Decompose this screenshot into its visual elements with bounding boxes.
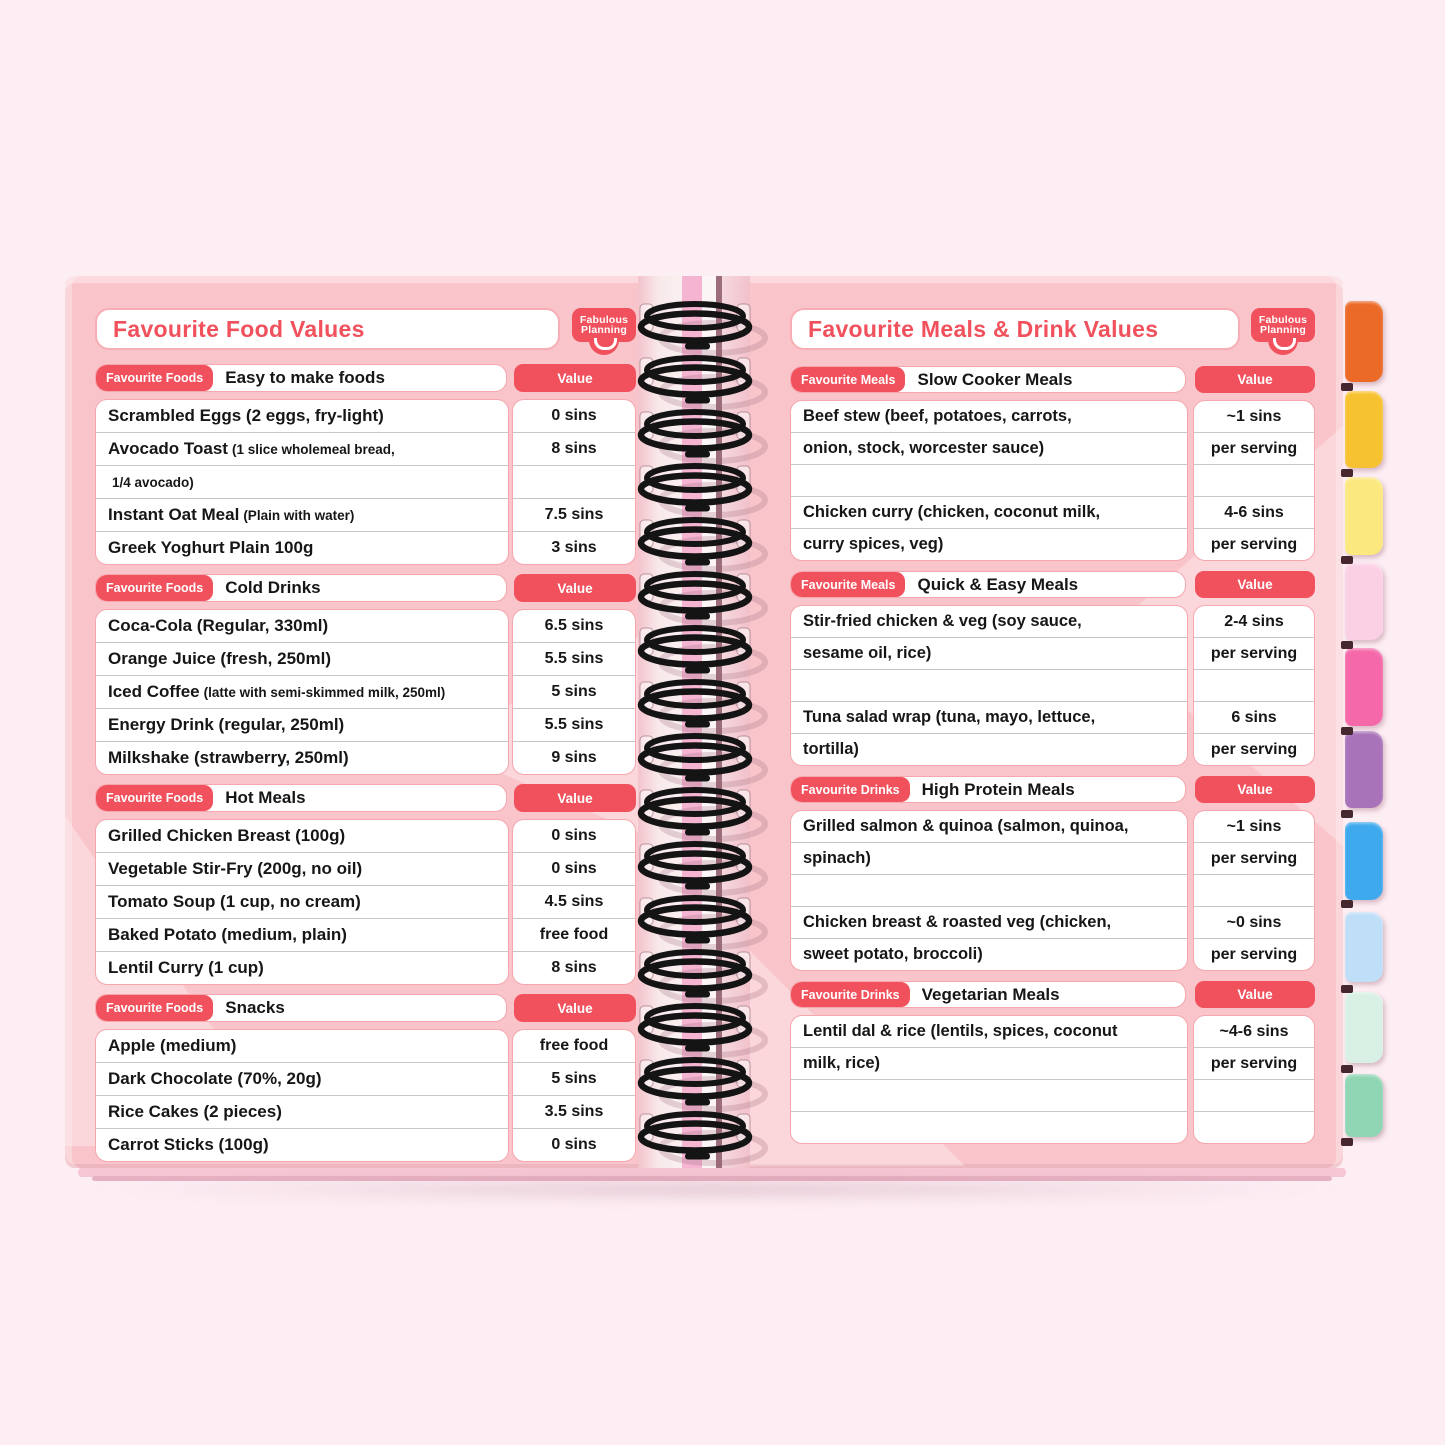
section-hot-meals <box>95 784 636 985</box>
tab-gap-mark <box>1341 727 1353 735</box>
brand-logo-line1: Fabulous <box>1258 313 1308 326</box>
section-snacks <box>95 994 636 1162</box>
favourite-drinks-badge: Favourite Drinks <box>791 982 910 1007</box>
meal-value-cell: ~4-6 sins <box>1219 1023 1289 1040</box>
food-item-row: Carrot Sticks (100g) <box>96 1128 508 1161</box>
items-table <box>95 1029 509 1162</box>
meal-value-cell: ~1 sins <box>1226 818 1282 835</box>
smile-icon <box>1268 340 1298 355</box>
meal-value-cell <box>1194 669 1314 701</box>
food-item-row: Vegetable Stir-Fry (200g, no oil) <box>96 852 508 885</box>
meal-value-cell: per serving <box>1194 842 1314 874</box>
meal-item-row: curry spices, veg) <box>791 528 1187 560</box>
section-title: Snacks <box>225 998 285 1017</box>
tab-gap-mark <box>1341 810 1353 818</box>
food-value-cell: 8 sins <box>513 432 635 465</box>
food-value-cell: 3 sins <box>513 531 635 564</box>
meal-item-row: sesame oil, rice) <box>791 637 1187 669</box>
meal-value-cell: per serving <box>1194 1047 1314 1079</box>
meal-value-cell: 6 sins <box>1194 701 1314 733</box>
meal-value-cell <box>1194 464 1314 496</box>
food-item-row: Orange Juice (fresh, 250ml) <box>96 642 508 675</box>
value-header: Value <box>514 364 636 392</box>
tab-gap-mark <box>1341 1065 1353 1073</box>
section-vegetarian-meals <box>790 981 1315 1144</box>
side-tab-8[interactable] <box>1345 912 1383 982</box>
meal-item-row <box>791 874 1187 906</box>
side-tab-10[interactable] <box>1345 1074 1383 1137</box>
tab-gap-mark <box>1341 1138 1353 1146</box>
meal-item-row: Stir-fried chicken & veg (soy sauce, <box>803 612 1082 630</box>
food-value-cell: 0 sins <box>513 1128 635 1161</box>
meal-item-row: Chicken curry (chicken, coconut milk, <box>791 496 1187 528</box>
food-value-cell: 4.5 sins <box>513 885 635 918</box>
meal-item-row <box>791 669 1187 701</box>
food-value-cell: 3.5 sins <box>513 1095 635 1128</box>
side-tab-3[interactable] <box>1345 477 1383 555</box>
brand-logo-line2: Planning <box>1260 324 1306 336</box>
food-value-cell: free food <box>513 918 635 951</box>
values-table <box>1193 810 1315 971</box>
value-header: Value <box>1195 981 1315 1008</box>
section-title: Hot Meals <box>225 788 306 807</box>
section-quick-easy-meals <box>790 571 1315 766</box>
value-header: Value <box>514 784 636 812</box>
section-title: Cold Drinks <box>225 578 321 597</box>
section-cold-drinks <box>95 574 636 775</box>
value-header: Value <box>1195 571 1315 598</box>
meal-item-row: Tuna salad wrap (tuna, mayo, lettuce, <box>791 701 1187 733</box>
favourite-drinks-badge: Favourite Drinks <box>791 777 910 802</box>
food-value-cell: 7.5 sins <box>513 498 635 531</box>
side-tab-5[interactable] <box>1345 648 1383 726</box>
food-value-cell: 6.5 sins <box>544 617 604 634</box>
section-title: Vegetarian Meals <box>921 984 1060 1004</box>
food-item-row: Instant Oat Meal (Plain with water) <box>96 498 508 531</box>
meal-item-row: tortilla) <box>791 733 1187 765</box>
section-high-protein-meals <box>790 776 1315 971</box>
section-header <box>95 574 507 602</box>
favourite-meals-badge: Favourite Meals <box>791 367 905 392</box>
meal-value-cell: 2-4 sins <box>1224 613 1284 630</box>
tab-gap-mark <box>1341 900 1353 908</box>
meal-value-cell: ~0 sins <box>1194 906 1314 938</box>
meal-value-cell <box>1194 874 1314 906</box>
side-tab-7[interactable] <box>1345 822 1383 900</box>
page-title: Favourite Food Values <box>95 308 560 350</box>
items-table <box>790 605 1188 766</box>
section-title: Quick & Easy Meals <box>917 574 1079 594</box>
section-header <box>95 994 507 1022</box>
value-header: Value <box>1195 776 1315 803</box>
meal-value-cell <box>1194 1079 1314 1111</box>
food-item-row: Milkshake (strawberry, 250ml) <box>96 741 508 774</box>
brand-logo-badge <box>1251 308 1315 342</box>
side-tab-1[interactable] <box>1345 301 1383 382</box>
meal-value-cell: per serving <box>1194 528 1314 560</box>
food-item-row: Greek Yoghurt Plain 100g <box>96 531 508 564</box>
meal-value-cell: per serving <box>1194 938 1314 970</box>
tab-gap-mark <box>1341 641 1353 649</box>
page-title: Favourite Meals & Drink Values <box>790 308 1240 350</box>
meal-value-cell: 4-6 sins <box>1194 496 1314 528</box>
food-item-row: 1/4 avocado) <box>96 465 508 498</box>
meal-item-row: Lentil dal & rice (lentils, spices, coconut <box>803 1022 1118 1040</box>
food-item-row: Lentil Curry (1 cup) <box>96 951 508 984</box>
food-item-row: Energy Drink (regular, 250ml) <box>96 708 508 741</box>
food-value-cell: 5 sins <box>513 1062 635 1095</box>
food-value-cell: 5.5 sins <box>513 708 635 741</box>
tab-gap-mark <box>1341 985 1353 993</box>
section-title: High Protein Meals <box>921 779 1075 799</box>
section-slow-cooker-meals <box>790 366 1315 561</box>
section-header <box>790 981 1186 1008</box>
section-header <box>95 784 507 812</box>
items-table <box>95 399 509 565</box>
meal-item-row: Beef stew (beef, potatoes, carrots, <box>803 407 1072 425</box>
side-tab-4[interactable] <box>1345 563 1383 640</box>
food-item-row: Rice Cakes (2 pieces) <box>96 1095 508 1128</box>
brand-logo <box>1251 308 1315 350</box>
tab-gap-mark <box>1341 383 1353 391</box>
favourite-foods-badge: Favourite Foods <box>96 575 213 601</box>
food-item-row: Iced Coffee (latte with semi-skimmed milk, 250ml) <box>96 675 508 708</box>
favourite-foods-badge: Favourite Foods <box>96 995 213 1021</box>
food-item-row: Coca-Cola (Regular, 330ml) <box>108 616 329 635</box>
side-tab-2[interactable] <box>1345 391 1383 468</box>
food-value-cell: 5.5 sins <box>513 642 635 675</box>
favourite-foods-badge: Favourite Foods <box>96 785 213 811</box>
items-table <box>790 1015 1188 1144</box>
items-table <box>790 810 1188 971</box>
food-value-cell: 0 sins <box>551 407 597 424</box>
food-value-cell: 0 sins <box>513 852 635 885</box>
food-item-row: Tomato Soup (1 cup, no cream) <box>96 885 508 918</box>
tab-gap-mark <box>1341 556 1353 564</box>
items-table <box>790 400 1188 561</box>
meal-value-cell <box>1194 1111 1314 1143</box>
meal-value-cell: ~1 sins <box>1226 408 1282 425</box>
food-value-cell: free food <box>539 1037 609 1054</box>
items-table <box>95 609 509 775</box>
food-value-cell: 9 sins <box>513 741 635 774</box>
meal-value-cell: per serving <box>1194 432 1314 464</box>
value-header: Value <box>1195 366 1315 393</box>
food-item-row: Baked Potato (medium, plain) <box>96 918 508 951</box>
meal-item-row: Grilled salmon & quinoa (salmon, quinoa, <box>803 817 1129 835</box>
items-table <box>95 819 509 985</box>
meal-value-cell: per serving <box>1194 637 1314 669</box>
meal-item-row: spinach) <box>791 842 1187 874</box>
meal-item-row: Chicken breast & roasted veg (chicken, <box>791 906 1187 938</box>
section-header <box>790 571 1186 598</box>
side-tab-6[interactable] <box>1345 731 1383 808</box>
meal-item-row: onion, stock, worcester sauce) <box>791 432 1187 464</box>
meal-value-cell: per serving <box>1194 733 1314 765</box>
favourite-meals-badge: Favourite Meals <box>791 572 905 597</box>
meal-item-row <box>791 1111 1187 1143</box>
spiral-binding-icon <box>585 276 815 1171</box>
section-title: Slow Cooker Meals <box>917 369 1073 389</box>
food-value-cell: 5 sins <box>513 675 635 708</box>
food-item-row: Scrambled Eggs (2 eggs, fry-light) <box>108 406 384 425</box>
section-easy-to-make-foods <box>95 364 636 565</box>
values-table <box>1193 400 1315 561</box>
book-shadow <box>70 1178 1360 1200</box>
meal-item-row: sweet potato, broccoli) <box>791 938 1187 970</box>
food-value-cell: 0 sins <box>551 827 597 844</box>
brand-logo-line2: Planning <box>581 324 627 336</box>
section-header <box>790 776 1186 803</box>
section-header <box>95 364 507 392</box>
values-table <box>1193 605 1315 766</box>
section-header <box>790 366 1186 393</box>
food-item-row: Avocado Toast (1 slice wholemeal bread, <box>96 432 508 465</box>
value-header: Value <box>514 574 636 602</box>
food-item-row: Dark Chocolate (70%, 20g) <box>96 1062 508 1095</box>
meal-item-row <box>791 1079 1187 1111</box>
tab-gap-mark <box>1341 469 1353 477</box>
values-table <box>1193 1015 1315 1144</box>
side-tab-9[interactable] <box>1345 992 1383 1063</box>
brand-logo-line1: Fabulous <box>579 313 629 326</box>
value-header: Value <box>514 994 636 1022</box>
meal-item-row <box>791 464 1187 496</box>
food-value-cell: 8 sins <box>513 951 635 984</box>
meal-item-row: milk, rice) <box>791 1047 1187 1079</box>
food-item-row: Apple (medium) <box>108 1036 237 1055</box>
favourite-foods-badge: Favourite Foods <box>96 365 213 391</box>
food-item-row: Grilled Chicken Breast (100g) <box>108 826 346 845</box>
section-title: Easy to make foods <box>225 368 385 387</box>
